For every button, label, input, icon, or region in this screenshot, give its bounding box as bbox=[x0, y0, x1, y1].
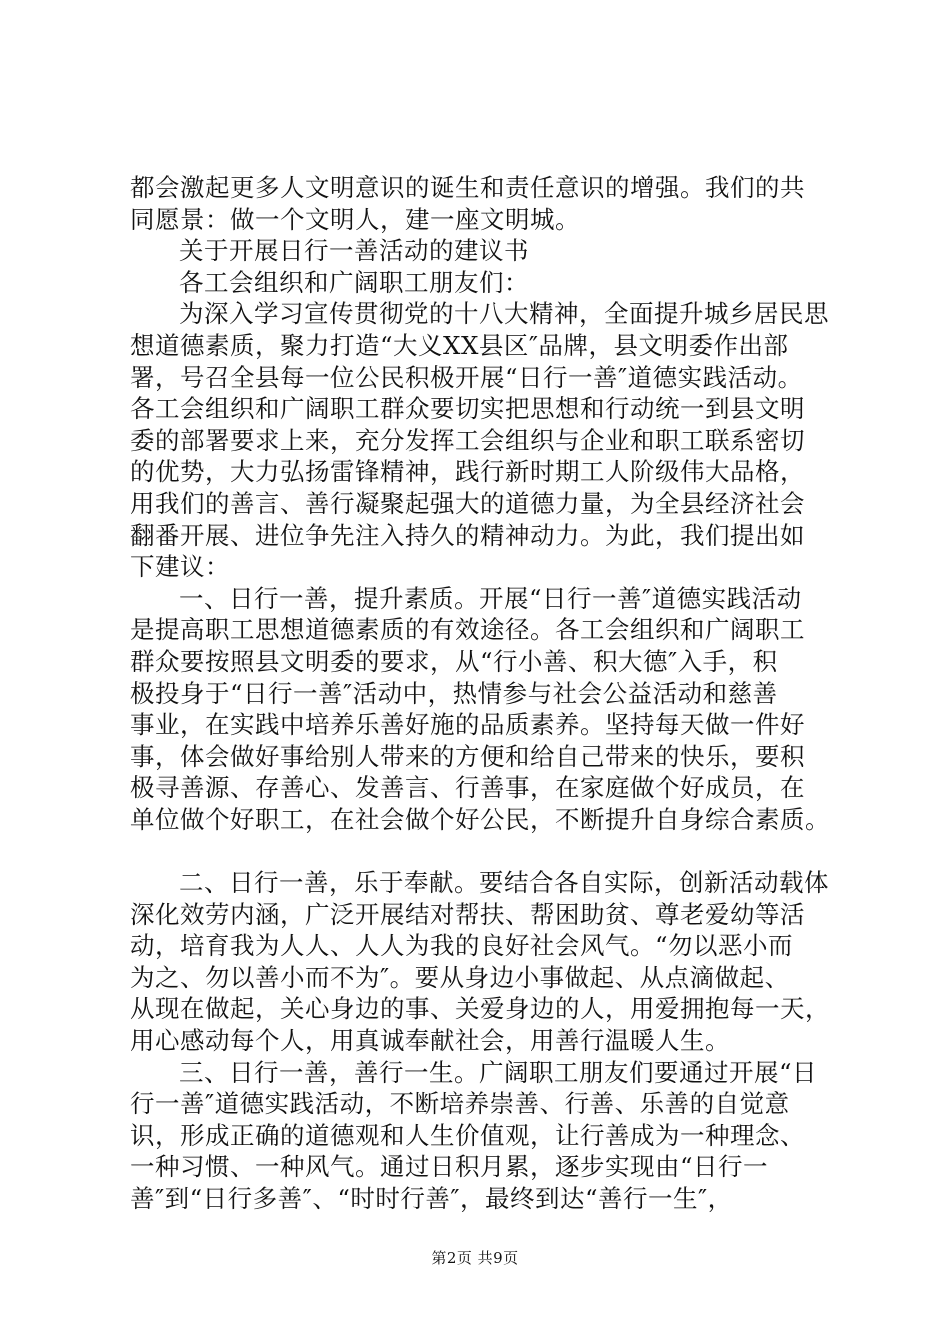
text-line: 行一善″道德实践活动，不断培养崇善、行善、乐善的自觉意 bbox=[130, 1089, 790, 1119]
text-line: 各工会组织和广阔职工群众要切实把思想和行动统一到县文明 bbox=[130, 394, 805, 424]
text-line: 都会激起更多人文明意识的诞生和责任意识的增强。我们的共 bbox=[130, 173, 805, 202]
text-line: 善″到“日行多善″、“时时行善″，最终到达“善行一生″， bbox=[130, 1184, 733, 1213]
text-line: 事业，在实践中培养乐善好施的品质素养。坚持每天做一件好 bbox=[130, 710, 805, 740]
text-line: 用我们的善言、善行凝聚起强大的道德力量，为全县经济社会 bbox=[130, 488, 805, 518]
text-line: 是提高职工思想道德素质的有效途径。各工会组织和广阔职工 bbox=[130, 615, 805, 645]
text-line: 群众要按照县文明委的要求，从“行小善、积大德″入手，积 bbox=[130, 646, 778, 676]
document-body bbox=[130, 172, 830, 1215]
text-line: 想道德素质，聚力打造“大义XX县区″品牌，县文明委作出部 bbox=[130, 330, 789, 360]
salutation: 各工会组织和广阔职工朋友们： bbox=[179, 267, 529, 297]
text-line: 用心感动每个人，用真诚奉献社会，用善行温暖人生。 bbox=[130, 1026, 730, 1056]
text-line: 为深入学习宣传贯彻党的十八大精神，全面提升城乡居民思 bbox=[179, 299, 829, 329]
text-line: 为之、勿以善小而不为″。要从身边小事做起、从点滴做起、 bbox=[130, 962, 790, 992]
text-line: 识，形成正确的道德观和人生价值观，让行善成为一种理念、 bbox=[130, 1120, 805, 1150]
text-line: 下建议： bbox=[130, 552, 230, 582]
text-line: 一种习惯、一种风气。通过日积月累，逐步实现由“日行一 bbox=[130, 1152, 769, 1182]
text-line: 的优势，大力弘扬雷锋精神，践行新时期工人阶级伟大品格， bbox=[130, 457, 805, 487]
text-line: 极投身于“日行一善″活动中，热情参与社会公益活动和慈善 bbox=[130, 678, 778, 708]
text-line: 极寻善源、存善心、发善言、行善事，在家庭做个好成员，在 bbox=[130, 773, 805, 803]
text-line: 委的部署要求上来，充分发挥工会组织与企业和职工联系密切 bbox=[130, 425, 805, 455]
blank-line bbox=[130, 835, 830, 867]
text-line: 深化效劳内涵，广泛开展结对帮扶、帮困助贫、尊老爱幼等活 bbox=[130, 899, 805, 929]
text-line: 单位做个好职工，在社会做个好公民，不断提升自身综合素质。 bbox=[130, 804, 830, 834]
page-number-label: 第2页 共9页 bbox=[431, 1249, 519, 1267]
document-title: 关于开展日行一善活动的建议书 bbox=[179, 236, 529, 266]
text-line: 从现在做起，关心身边的事、关爱身边的人，用爱拥抱每一天， bbox=[130, 994, 830, 1024]
text-line: 三、日行一善，善行一生。广阔职工朋友们要通过开展“日 bbox=[179, 1057, 818, 1087]
text-line: 同愿景：做一个文明人，建一座文明城。 bbox=[130, 204, 580, 234]
text-line: 事，体会做好事给别人带来的方便和给自己带来的快乐，要积 bbox=[130, 741, 805, 771]
text-line: 动，培育我为人人、人人为我的良好社会风气。“勿以恶小而 bbox=[130, 931, 794, 961]
text-line: 一、日行一善，提升素质。开展“日行一善″道德实践活动 bbox=[179, 583, 802, 613]
text-line: 二、日行一善，乐于奉献。要结合各自实际，创新活动载体 bbox=[179, 868, 829, 898]
text-line: 翻番开展、进位争先注入持久的精神动力。为此，我们提出如 bbox=[130, 520, 805, 550]
page-footer bbox=[0, 1248, 950, 1268]
text-line: 署，号召全县每一位公民积极开展“日行一善″道德实践活动。 bbox=[130, 362, 803, 392]
